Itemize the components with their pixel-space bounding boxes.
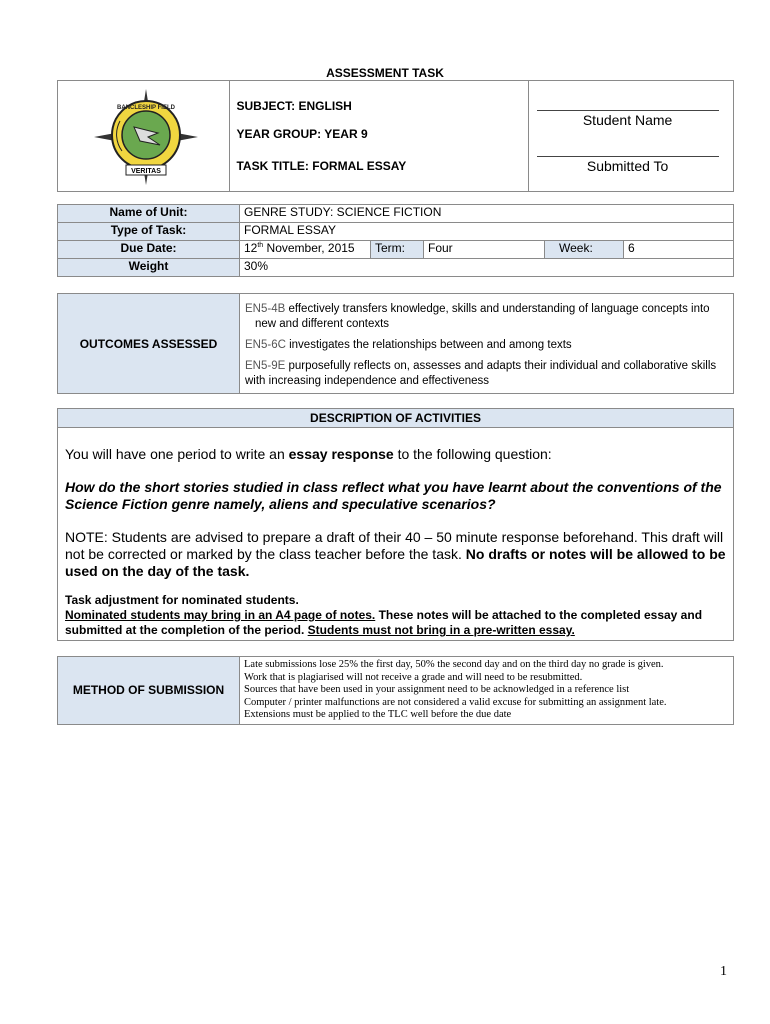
adjustment-underlined-end: Students must not bring in a pre-written essay. xyxy=(307,623,575,637)
note-bold: No drafts or notes will be allowed to be used on the day of the task. xyxy=(65,546,726,579)
due-date-label: Due Date: xyxy=(58,241,240,259)
intro-paragraph xyxy=(65,446,727,462)
description-heading: DESCRIPTION OF ACTIVITIES xyxy=(58,409,734,428)
submission-table xyxy=(57,656,734,725)
name-of-unit-value: GENRE STUDY: SCIENCE FICTION xyxy=(240,205,734,223)
outcome-code: EN5-4B xyxy=(245,303,286,315)
adjustment-heading: Task adjustment for nominated students. xyxy=(65,593,299,607)
intro-bold: essay response xyxy=(288,446,394,462)
term-value: Four xyxy=(424,241,545,259)
submitted-to-label: Submitted To xyxy=(586,158,669,174)
due-date-day: 12 xyxy=(244,241,258,255)
submission-rule: Computer / printer malfunctions are not considered a valid excuse for submitting an assignment late. xyxy=(244,696,667,708)
school-crest-logo xyxy=(86,87,206,187)
type-of-task-label: Type of Task: xyxy=(58,223,240,241)
submission-rule: Extensions must be applied to the TLC well before the due date xyxy=(244,709,512,720)
outcome-text: effectively transfers knowledge, skills and understanding of language concepts into xyxy=(285,303,710,315)
subject-cell xyxy=(230,81,528,192)
essay-question: How do the short stories studied in class reflect what you have learnt about the conventions of the Science Fiction genre namely, aliens and speculative scenarios? xyxy=(65,479,722,512)
outcome-code: EN5-6C xyxy=(245,339,286,351)
outcome-text: purposefully reflects on, assesses and adapts their individual and collaborative skills xyxy=(285,360,717,372)
task-title-text: TASK TITLE: FORMAL ESSAY xyxy=(236,159,407,173)
outcome-item xyxy=(245,302,729,317)
outcomes-label: OUTCOMES ASSESSED xyxy=(58,294,240,394)
student-name-label: Student Name xyxy=(582,112,673,128)
document-title: ASSESSMENT TASK xyxy=(326,66,444,80)
header-table xyxy=(57,80,734,192)
week-value: 6 xyxy=(624,241,734,259)
year-group-text: YEAR GROUP: YEAR 9 xyxy=(236,127,368,141)
logo-ring-text: BANCLESHIP FIELD xyxy=(117,105,175,111)
submission-rule: Work that is plagiarised will not receive a grade and will need to be resubmitted. xyxy=(244,671,583,683)
submission-label: METHOD OF SUBMISSION xyxy=(58,657,240,725)
student-name-line[interactable] xyxy=(537,110,719,111)
note-paragraph xyxy=(65,529,727,580)
week-label: Week: xyxy=(545,241,624,259)
name-of-unit-label: Name of Unit: xyxy=(58,205,240,223)
outcomes-table xyxy=(57,293,734,394)
description-table xyxy=(57,408,734,641)
unit-info-table xyxy=(57,204,734,277)
submission-rules xyxy=(240,657,734,725)
intro-text: You will have one period to write an xyxy=(65,446,289,462)
due-date-suffix: th xyxy=(257,242,264,249)
adjustment-text: These notes will be attached to the completed essay and submitted at the completion of the period. xyxy=(65,608,703,637)
adjustment-underlined: Nominated students may bring in an A4 page of notes. xyxy=(65,608,376,622)
outcome-text-cont: with increasing independence and effectiveness xyxy=(245,375,490,387)
term-label: Term: xyxy=(371,241,424,259)
type-of-task-value: FORMAL ESSAY xyxy=(240,223,734,241)
adjustment-paragraph xyxy=(65,608,727,638)
submission-rule: Sources that have been used in your assignment need to be acknowledged in a reference list xyxy=(244,684,630,695)
due-date-rest: November, 2015 xyxy=(263,241,355,255)
outcomes-list xyxy=(240,294,734,394)
logo-motto: VERITAS xyxy=(131,168,161,175)
outcome-text-cont: new and different contexts xyxy=(255,318,390,330)
submission-rule: Late submissions lose 25% the first day, 50% the second day and on the third day no grade is given. xyxy=(244,659,664,670)
logo-cell xyxy=(58,81,230,192)
weight-value: 30% xyxy=(240,259,734,277)
outcome-code: EN5-9E xyxy=(245,360,286,372)
intro-text-after: to the following question: xyxy=(393,446,552,462)
outcome-item xyxy=(245,338,729,353)
outcome-item xyxy=(245,359,729,374)
page-number: 1 xyxy=(720,964,727,979)
student-cell xyxy=(528,81,733,192)
due-date-value xyxy=(240,241,371,259)
submitted-to-line[interactable] xyxy=(537,156,719,157)
weight-label: Weight xyxy=(58,259,240,277)
outcome-text: investigates the relationships between and among texts xyxy=(285,339,572,351)
note-text: NOTE: Students are advised to prepare a draft of their 40 – 50 minute response beforehand. This draft will not be corrected or marked by the class teacher before the task. xyxy=(65,529,724,562)
description-body xyxy=(58,428,734,641)
subject-text: SUBJECT: ENGLISH xyxy=(236,99,352,113)
